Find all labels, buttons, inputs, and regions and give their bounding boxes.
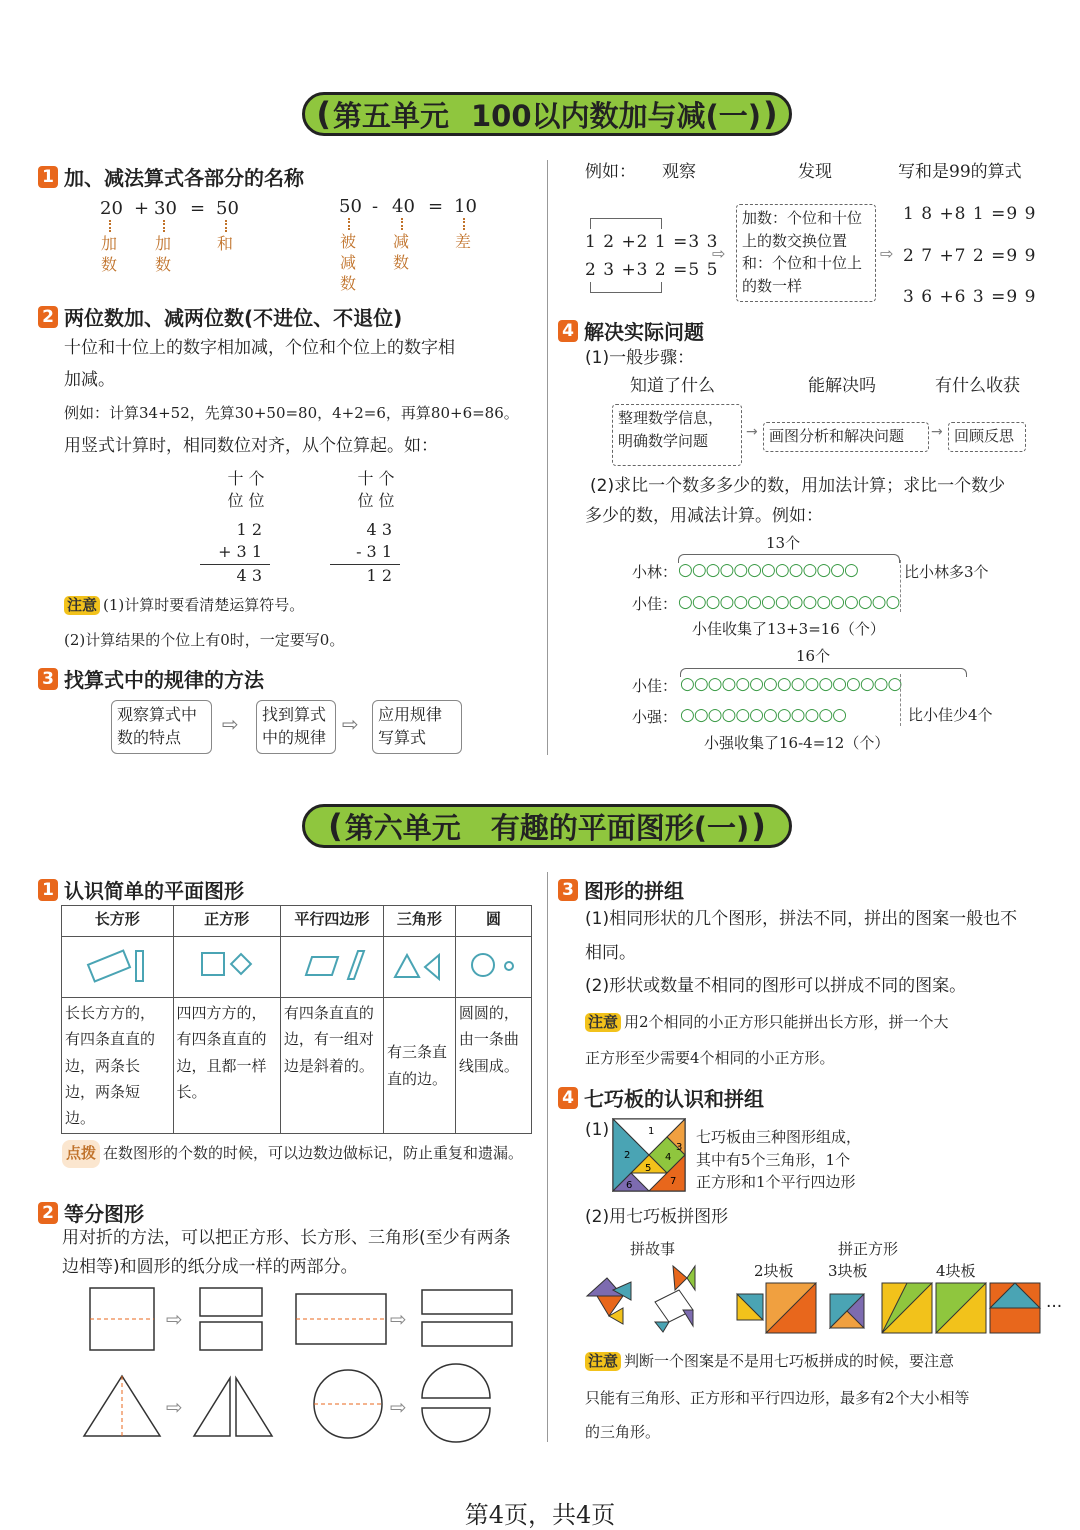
bracket <box>590 218 662 229</box>
note <box>64 596 304 615</box>
circle-icon <box>455 937 531 998</box>
paragraph: 加减。 <box>64 370 115 390</box>
name-label: 小佳： <box>632 595 678 613</box>
circle-row: ○○○○○○○○○○○○ <box>680 705 847 725</box>
tangram-desc <box>696 1126 861 1194</box>
section-number: 3 <box>38 668 58 690</box>
column-divider <box>547 160 548 755</box>
section-heading <box>38 664 264 693</box>
count-3: 3块板 <box>828 1262 868 1280</box>
desc-circle: 圆圆的，由一条曲线围成。 <box>455 998 531 1134</box>
step-box: 画图分析和解决问题 <box>763 422 929 452</box>
col-header: 例如： <box>585 162 636 182</box>
desc-parallelogram: 有四条直直的边，有一组对边是斜着的。 <box>280 998 383 1134</box>
desc-square: 四四方方的，有四条直直的边，且都一样长。 <box>173 998 280 1134</box>
note-text: (2)计算结果的个位上有0时，一定要写0。 <box>64 631 345 649</box>
eq-term: 40 <box>392 196 415 217</box>
calc-row: 4 3 <box>366 519 392 539</box>
method-step: 观察算式中数的特点 <box>111 700 212 754</box>
circle-row: ○○○○○○○○○○○○○ <box>678 560 858 580</box>
svg-text:⇨: ⇨ <box>390 1307 407 1331</box>
eq-op: - <box>372 196 379 217</box>
col-header: 观察 <box>662 162 696 182</box>
section-heading <box>38 162 304 191</box>
count-label: 13个 <box>766 534 801 552</box>
arrow-right-icon: ⇨ <box>712 244 726 263</box>
paragraph: (2)形状或数量不相同的图形可以拼成不同的图案。 <box>585 976 967 996</box>
unit5-title-left: 第五单元 <box>332 98 449 133</box>
paragraph: (2)求比一个数多多少的数，用加法计算；求比一个数少 <box>590 476 1006 496</box>
label-subtrahend: 减数 <box>393 232 410 272</box>
arrow-right-icon: → <box>746 424 758 440</box>
eq-equals: = <box>428 196 444 217</box>
arrow-right-icon: ⇨ <box>342 712 359 736</box>
eq-term: 50 <box>339 196 362 217</box>
page-footer: 第4页，共4页 <box>464 1501 616 1529</box>
section-number: 1 <box>38 166 58 188</box>
method-step: 应用规律写算式 <box>372 700 462 754</box>
tip-tag: 点拨 <box>62 1140 100 1168</box>
label-minuend: 被减数 <box>340 232 357 293</box>
count-4: 4块板 <box>936 1262 976 1280</box>
note-tag: 注意 <box>585 1013 621 1032</box>
section-number: 1 <box>38 879 58 901</box>
desc-line: 其中有5个三角形，1个 <box>696 1150 851 1169</box>
triangle-icon <box>383 937 455 998</box>
unit6-title-left: 第六单元 <box>344 810 461 845</box>
eq-term: 50 <box>216 198 239 219</box>
svg-text:2: 2 <box>624 1150 631 1161</box>
subhead-square: 拼正方形 <box>838 1240 899 1258</box>
col-triangle: 三角形 <box>383 906 455 937</box>
paragraph: 用对折的方法，可以把正方形、长方形、三角形(至少有两条 <box>62 1228 511 1248</box>
column-divider <box>547 872 548 1442</box>
col-circle: 圆 <box>455 906 531 937</box>
desc-triangle: 有三条直直的边。 <box>383 998 455 1134</box>
paragraph: 十位和十位上的数字相加减，个位和个位上的数字相 <box>64 338 455 358</box>
label-sum: 和 <box>217 234 234 253</box>
arrow-right-icon: ⇨ <box>222 712 239 736</box>
section-heading <box>38 875 244 904</box>
place-header: 位 位 <box>357 491 395 511</box>
dashed-divider <box>900 560 901 612</box>
col-parallelogram: 平行四边形 <box>280 906 383 937</box>
paragraph: 用竖式计算时，相同数位对齐，从个位算起。如： <box>64 436 438 456</box>
name-label: 小佳： <box>632 677 678 695</box>
section-title: 找算式中的规律的方法 <box>64 668 264 692</box>
paragraph: (1)相同形状的几个图形，拼法不同，拼出的图案一般也不 <box>585 909 1018 929</box>
tip <box>62 1140 540 1168</box>
eq-op: + <box>134 198 150 219</box>
shapes-table <box>61 905 532 1134</box>
section-title: 解决实际问题 <box>584 320 704 344</box>
step-key: 能解决吗 <box>808 376 876 396</box>
result-text: 小强收集了16-4=12（个） <box>704 734 890 752</box>
square-icon <box>173 937 280 998</box>
section-heading <box>558 1083 764 1112</box>
section-number: 4 <box>558 1087 578 1109</box>
method-step: 找到算式中的规律 <box>256 700 336 754</box>
compare-label: 比小林多3个 <box>904 563 989 581</box>
item-label: (1) <box>585 1120 610 1140</box>
bracket <box>590 282 662 293</box>
discovery-box: 加数：个位和十位上的数交换位置和：个位和十位上的数一样 <box>736 204 876 302</box>
circle-row: ○○○○○○○○○○○○○○○○ <box>680 674 902 694</box>
calc-result: 1 2 <box>366 565 392 585</box>
result-text: 小佳收集了13+3=16（个） <box>692 620 885 638</box>
eq-equals: = <box>190 198 206 219</box>
svg-text:⇨: ⇨ <box>390 1395 407 1419</box>
col-rectangle: 长方形 <box>62 906 174 937</box>
equal-parts-diagram <box>80 1284 540 1454</box>
tangram-story-icon <box>583 1262 713 1334</box>
item-label: (2)用七巧板拼图形 <box>585 1207 729 1227</box>
more-indicator: ... <box>1046 1292 1063 1312</box>
desc-line: 正方形和1个平行四边形 <box>696 1173 856 1191</box>
name-label: 小林： <box>632 563 678 581</box>
unit5-title-right: 100以内数加与减(一) <box>470 98 762 133</box>
col-square: 正方形 <box>173 906 280 937</box>
compare-label: 比小佳少4个 <box>908 706 993 724</box>
svg-text:6: 6 <box>626 1180 633 1191</box>
note-text: 用2个相同的小正方形只能拼出长方形，拼一个大 <box>624 1013 949 1031</box>
svg-text:⇨: ⇨ <box>166 1307 183 1331</box>
section-title: 图形的拼组 <box>584 879 684 903</box>
svg-text:1: 1 <box>648 1126 655 1137</box>
note <box>585 1013 949 1032</box>
svg-text:3: 3 <box>676 1142 683 1153</box>
col-header: 写和是99的算式 <box>898 162 1022 182</box>
tangram-squares-icon <box>736 1282 1046 1336</box>
note-text: 只能有三角形、正方形和平行四边形，最多有2个大小相等 <box>585 1389 970 1407</box>
note-tag: 注意 <box>64 596 100 615</box>
arrow-right-icon: → <box>931 424 943 440</box>
step-key: 有什么收获 <box>935 376 1020 396</box>
section-heading <box>558 316 704 345</box>
tip-text: 在数图形的个数的时候，可以边数边做标记，防止重复和遗漏。 <box>103 1144 524 1162</box>
desc-rectangle: 长长方方的，有四条直直的边，两条长边，两条短边。 <box>62 998 174 1134</box>
section-heading <box>38 1198 144 1227</box>
section-number: 2 <box>38 1202 58 1224</box>
desc-line: 七巧板由三种图形组成， <box>696 1128 862 1146</box>
section-title: 两位数加、减两位数(不进位、不退位) <box>64 306 403 330</box>
subhead-story: 拼故事 <box>630 1240 676 1258</box>
section-title: 认识简单的平面图形 <box>64 879 244 903</box>
section-number: 3 <box>558 879 578 901</box>
circle-row: ○○○○○○○○○○○○○○○○ <box>678 592 900 612</box>
svg-text:4: 4 <box>665 1152 672 1163</box>
place-header: 十 个 <box>357 469 395 488</box>
arrow-right-icon: ⇨ <box>880 244 894 263</box>
label-difference: 差 <box>455 232 472 251</box>
paragraph: 边相等)和圆形的纸分成一样的两部分。 <box>62 1257 358 1277</box>
note-text: 判断一个图案是不是用七巧板拼成的时候，要注意 <box>624 1352 955 1370</box>
paragraph: 例如：计算34+52，先算30+50=80，4+2=6，再算80+6=86。 <box>64 404 519 422</box>
note <box>585 1352 954 1371</box>
calc-row: + 3 1 <box>200 541 270 564</box>
place-header: 十 个 <box>227 469 265 488</box>
written-eq: 3 6 +6 3 =9 9 <box>903 287 1037 307</box>
written-eq: 1 8 +8 1 =9 9 <box>903 204 1037 224</box>
unit6-title-right: 有趣的平面图形(一) <box>490 810 750 845</box>
paragraph: 相同。 <box>585 943 636 963</box>
step-key: 知道了什么 <box>630 376 715 396</box>
eq-term: 30 <box>154 198 177 219</box>
svg-text:5: 5 <box>645 1163 652 1174</box>
calc-result: 4 3 <box>236 565 262 585</box>
count-2: 2块板 <box>754 1262 794 1280</box>
vertical-calc-sub <box>330 468 400 587</box>
calc-row: 1 2 <box>236 519 262 539</box>
label-addend: 加数 <box>101 234 118 274</box>
tangram-icon <box>612 1118 686 1192</box>
name-label: 小强： <box>632 708 678 726</box>
written-eq: 2 7 +7 2 =9 9 <box>903 246 1037 266</box>
vertical-calc-add <box>200 468 270 587</box>
example-eq: 2 3 +3 2 =5 5 <box>585 260 719 280</box>
dashed-divider <box>900 674 901 726</box>
section-number: 4 <box>558 320 578 342</box>
label-addend: 加数 <box>155 234 172 274</box>
section-title: 加、减法算式各部分的名称 <box>64 166 304 190</box>
parallelogram-icon <box>280 937 383 998</box>
col-header: 发现 <box>798 162 832 182</box>
eq-term: 10 <box>454 196 477 217</box>
unit6-banner: ( 第六单元 有趣的平面图形(一) ) <box>302 804 792 848</box>
calc-row: - 3 1 <box>330 541 400 564</box>
svg-text:7: 7 <box>670 1176 677 1187</box>
section-title: 等分图形 <box>64 1202 144 1226</box>
note-text: 的三角形。 <box>585 1423 661 1441</box>
section-heading <box>38 302 402 331</box>
section-title: 七巧板的认识和拼组 <box>584 1087 764 1111</box>
unit5-banner: ( 第五单元 100以内数加与减(一) ) <box>302 92 792 136</box>
step-box: 回顾反思 <box>948 422 1026 452</box>
place-header: 位 位 <box>227 491 265 511</box>
svg-text:⇨: ⇨ <box>166 1395 183 1419</box>
note-text: (1)计算时要看清楚运算符号。 <box>103 596 305 614</box>
section-number: 2 <box>38 306 58 328</box>
note-text: 正方形至少需要4个相同的小正方形。 <box>585 1049 835 1067</box>
example-eq: 1 2 +2 1 =3 3 <box>585 232 719 252</box>
count-label: 16个 <box>796 647 831 665</box>
step-box: 整理数学信息，明确数学问题 <box>612 404 742 466</box>
paragraph: 多少的数，用减法计算。例如： <box>585 506 823 526</box>
step-label: (1)一般步骤： <box>585 348 695 368</box>
section-heading <box>558 875 684 904</box>
eq-term: 20 <box>100 198 123 219</box>
note-tag: 注意 <box>585 1352 621 1371</box>
rectangle-icon <box>62 937 174 998</box>
